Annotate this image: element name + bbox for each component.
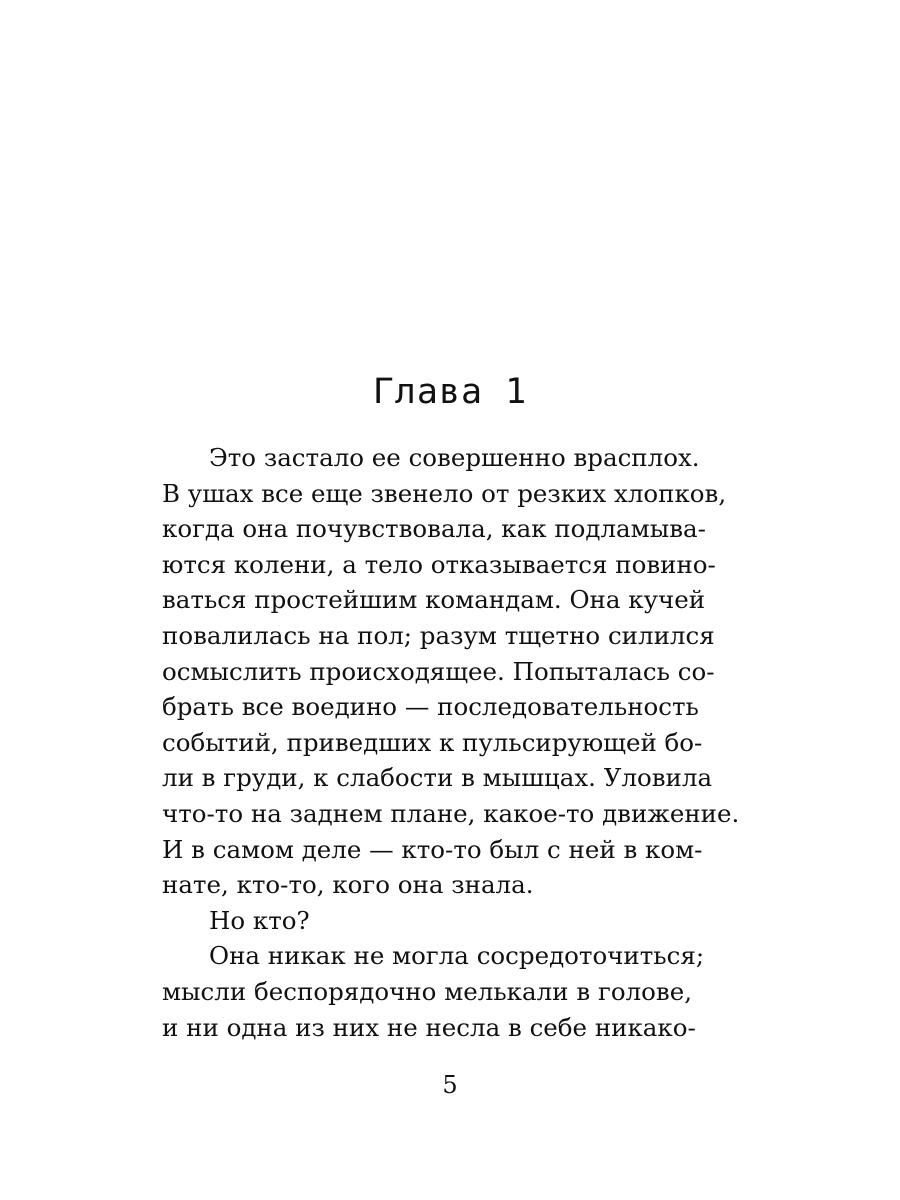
text-line: ются колени, а тело отказывается повино- [162,549,716,579]
text-line: нате, кто-то, кого она знала. [162,870,534,900]
text-line: событий, приведших к пульсирующей бо- [162,727,703,757]
text-line: И в самом деле — кто-то был с ней в ком- [162,834,703,864]
chapter-title: Глава 1 [372,372,528,412]
text-line: мысли беспорядочно мелькали в голове, [162,976,692,1006]
text-line: Она никак не могла сосредоточиться; [209,941,705,971]
text-line: Но кто? [209,905,310,935]
text-line: и ни одна из них не несла в себе никако- [162,1012,696,1042]
text-line: брать все воедино — последовательность [162,692,699,722]
page-number: 5 [442,1071,458,1099]
text-line: Это застало ее совершенно врасплох. [209,443,700,472]
text-line: ваться простейшим командам. Она кучей [162,585,706,615]
text-line: когда она почувствовала, как подламыва- [162,514,706,544]
text-line: ли в груди, к слабости в мышцах. Уловила [162,763,713,793]
text-line: что-то на заднем плане, какое-то движение. [162,798,740,828]
body-text [162,440,740,1045]
text-line: повалилась на пол; разум тщетно силился [162,620,715,650]
text-line: осмыслить происходящее. Попыталась со- [162,656,715,686]
text-line: В ушах все еще звенело от резких хлопков, [162,478,727,508]
